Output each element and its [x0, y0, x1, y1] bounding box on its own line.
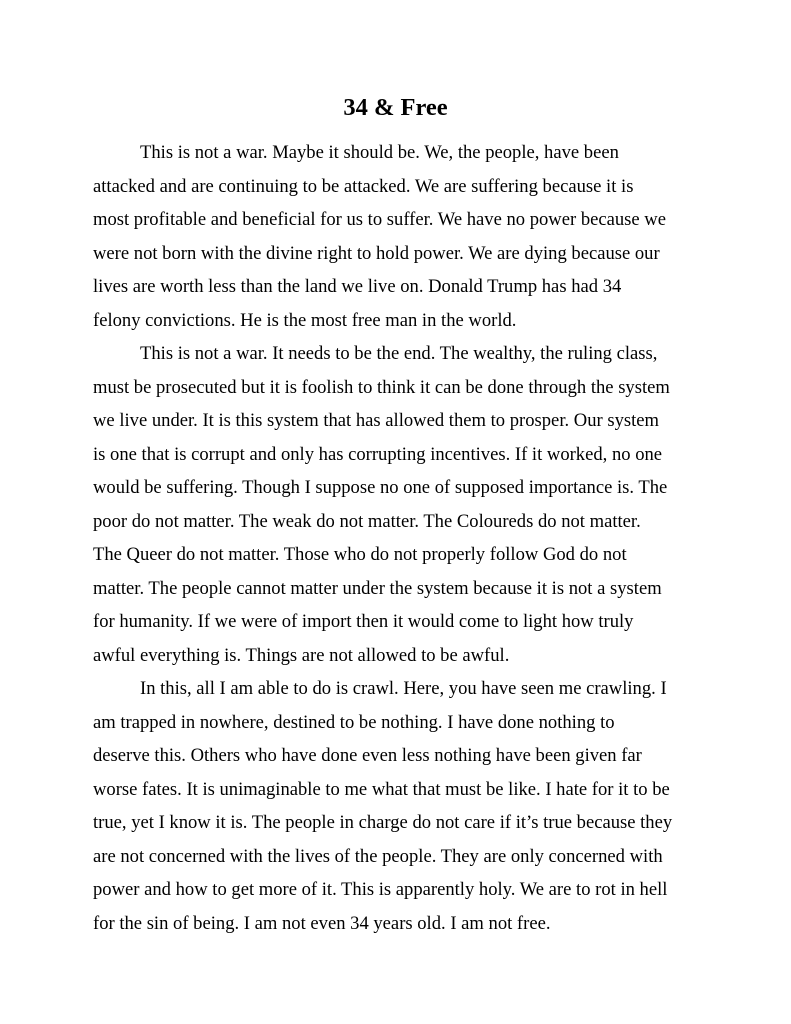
- paragraph-line: is one that is corrupt and only has corrupting incentives. If it worked, no one: [93, 443, 663, 465]
- paragraph-line: were not born with the divine right to hold power. We are dying because our: [93, 242, 660, 264]
- paragraph: [93, 337, 703, 672]
- paragraph-line: The Queer do not matter. Those who do not properly follow God do not: [93, 544, 627, 565]
- paragraph-line: felony convictions. He is the most free man in the world.: [93, 309, 517, 331]
- document-title: 34 & Free: [343, 94, 448, 121]
- paragraph-line: we live under. It is this system that has allowed them to prosper. Our system: [93, 410, 659, 431]
- paragraph-line: lives are worth less than the land we live on. Donald Trump has had 34: [93, 276, 622, 297]
- paragraph-line: In this, all I am able to do is crawl. Here, you have seen me crawling. I: [140, 678, 667, 699]
- document-body: [93, 136, 703, 940]
- paragraph-line: awful everything is. Things are not allowed to be awful.: [93, 644, 510, 666]
- paragraph-line: most profitable and beneficial for us to suffer. We have no power because we: [93, 209, 666, 230]
- paragraph-line: worse fates. It is unimaginable to me what that must be like. I hate for it to be: [93, 778, 670, 800]
- paragraph-line: for the sin of being. I am not even 34 years old. I am not free.: [93, 912, 551, 934]
- paragraph-line: attacked and are continuing to be attacked. We are suffering because it is: [93, 175, 634, 197]
- paragraph: [93, 672, 703, 940]
- paragraph-line: are not concerned with the lives of the people. They are only concerned with: [93, 845, 663, 867]
- paragraph-line: matter. The people cannot matter under the system because it is not a system: [93, 577, 662, 599]
- paragraph-line: deserve this. Others who have done even less nothing have been given far: [93, 745, 642, 766]
- paragraph-line: would be suffering. Though I suppose no one of supposed importance is. The: [93, 477, 668, 498]
- paragraph: [93, 136, 703, 337]
- paragraph-line: This is not a war. It needs to be the end. The wealthy, the ruling class,: [140, 343, 658, 364]
- paragraph-line: true, yet I know it is. The people in charge do not care if it’s true because they: [93, 812, 673, 833]
- paragraph-line: for humanity. If we were of import then it would come to light how truly: [93, 611, 634, 632]
- paragraph-line: power and how to get more of it. This is apparently holy. We are to rot in hell: [93, 879, 668, 900]
- paragraph-line: poor do not matter. The weak do not matter. The Coloureds do not matter.: [93, 510, 641, 532]
- paragraph-line: am trapped in nowhere, destined to be nothing. I have done nothing to: [93, 711, 615, 733]
- paragraph-line: must be prosecuted but it is foolish to think it can be done through the system: [93, 376, 670, 398]
- paragraph-line: This is not a war. Maybe it should be. We, the people, have been: [140, 142, 619, 163]
